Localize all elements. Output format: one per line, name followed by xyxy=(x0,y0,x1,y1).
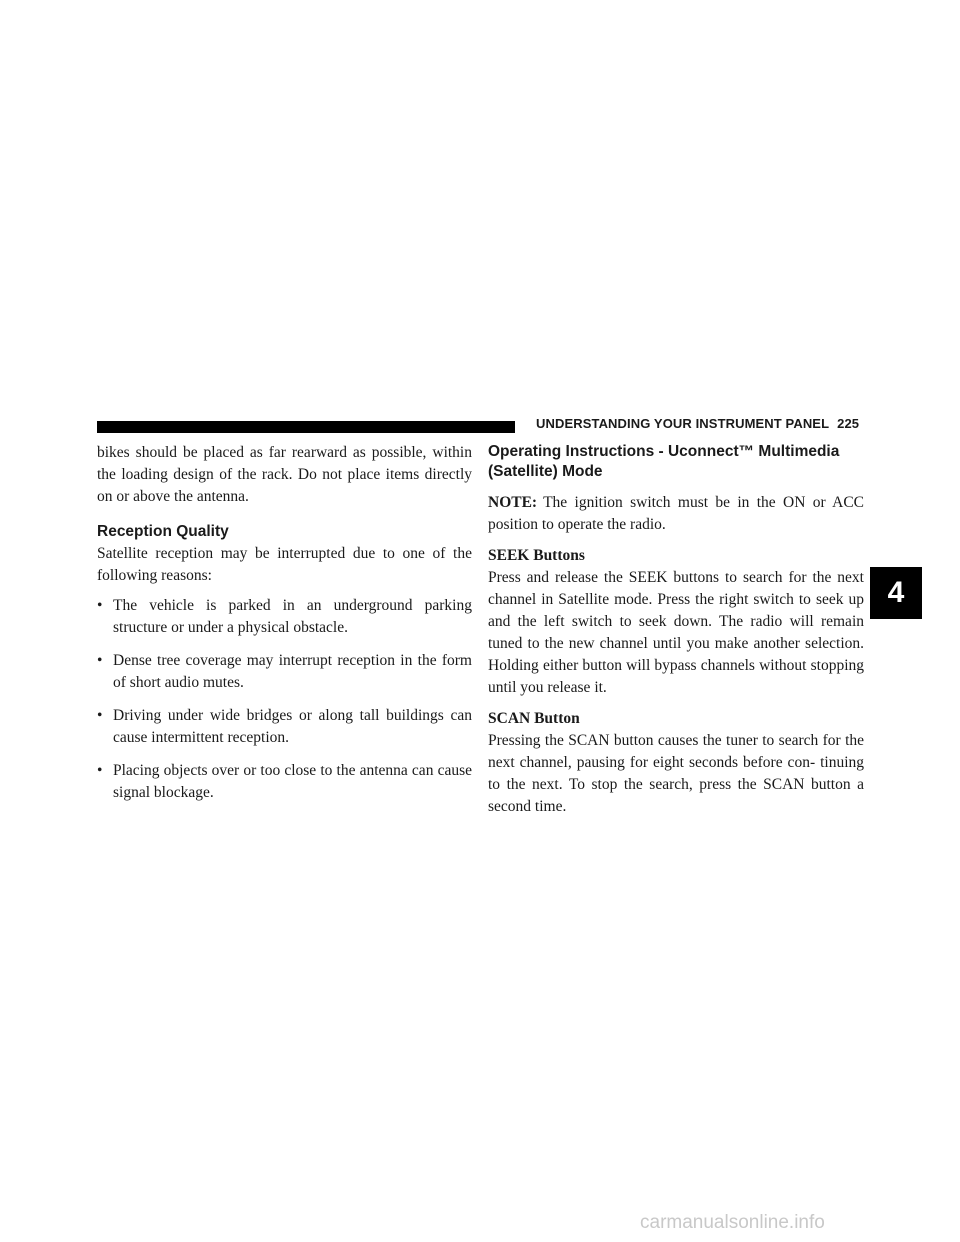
intro-paragraph: bikes should be placed as far rearward as possible, within the loading design of the rack. Do not place items directly on or above the antenna. xyxy=(97,444,472,505)
scan-button-heading: SCAN Button xyxy=(488,710,580,727)
watermark: carmanualsonline.info xyxy=(640,1212,825,1233)
bullet-icon: • xyxy=(97,707,103,724)
bullet-icon: • xyxy=(97,762,103,779)
reception-heading: Reception Quality xyxy=(97,523,229,540)
list-item: • Dense tree coverage may interrupt reception in the form of short audio mutes. xyxy=(97,652,472,691)
section-title: UNDERSTANDING YOUR INSTRUMENT PANEL xyxy=(536,416,830,431)
seek-buttons-heading: SEEK Buttons xyxy=(488,547,585,564)
note-text: The ignition switch must be in the ON or ACC position to operate the radio. xyxy=(488,494,864,533)
note-paragraph xyxy=(488,492,864,536)
reception-bullet-list xyxy=(97,595,472,804)
header-rule xyxy=(97,421,515,433)
seek-paragraph: Press and release the SEEK buttons to search for the next channel in Satellite mode. Press the right switch to seek up and the left switch to seek down. The radio will remain tuned to the new channel until you make another selection. Holding either button will bypass channels without stopping until you release it. xyxy=(488,569,864,696)
note-label: NOTE: xyxy=(488,494,538,511)
right-column xyxy=(488,442,864,827)
left-column xyxy=(97,442,472,815)
bullet-icon: • xyxy=(97,597,103,614)
running-header xyxy=(536,416,859,431)
list-item: • Placing objects over or too close to the antenna can cause signal blockage. xyxy=(97,762,472,801)
reception-paragraph: Satellite reception may be interrupted due to one of the following reasons: xyxy=(97,545,472,584)
chapter-tab: 4 xyxy=(870,567,922,619)
operating-instructions-heading: Operating Instructions - Uconnect™ Multimedia (Satellite) Mode xyxy=(488,443,840,480)
page-number: 225 xyxy=(837,416,860,431)
list-item: • The vehicle is parked in an underground parking structure or under a physical obstacle. xyxy=(97,597,472,636)
bullet-icon: • xyxy=(97,652,103,669)
list-item: • Driving under wide bridges or along tall buildings can cause intermittent reception. xyxy=(97,707,472,746)
scan-paragraph: Pressing the SCAN button causes the tuner to search for the next channel, pausing for eight seconds before con- tinuing to the next. To stop the search, press the SCAN button a second time. xyxy=(488,732,864,815)
